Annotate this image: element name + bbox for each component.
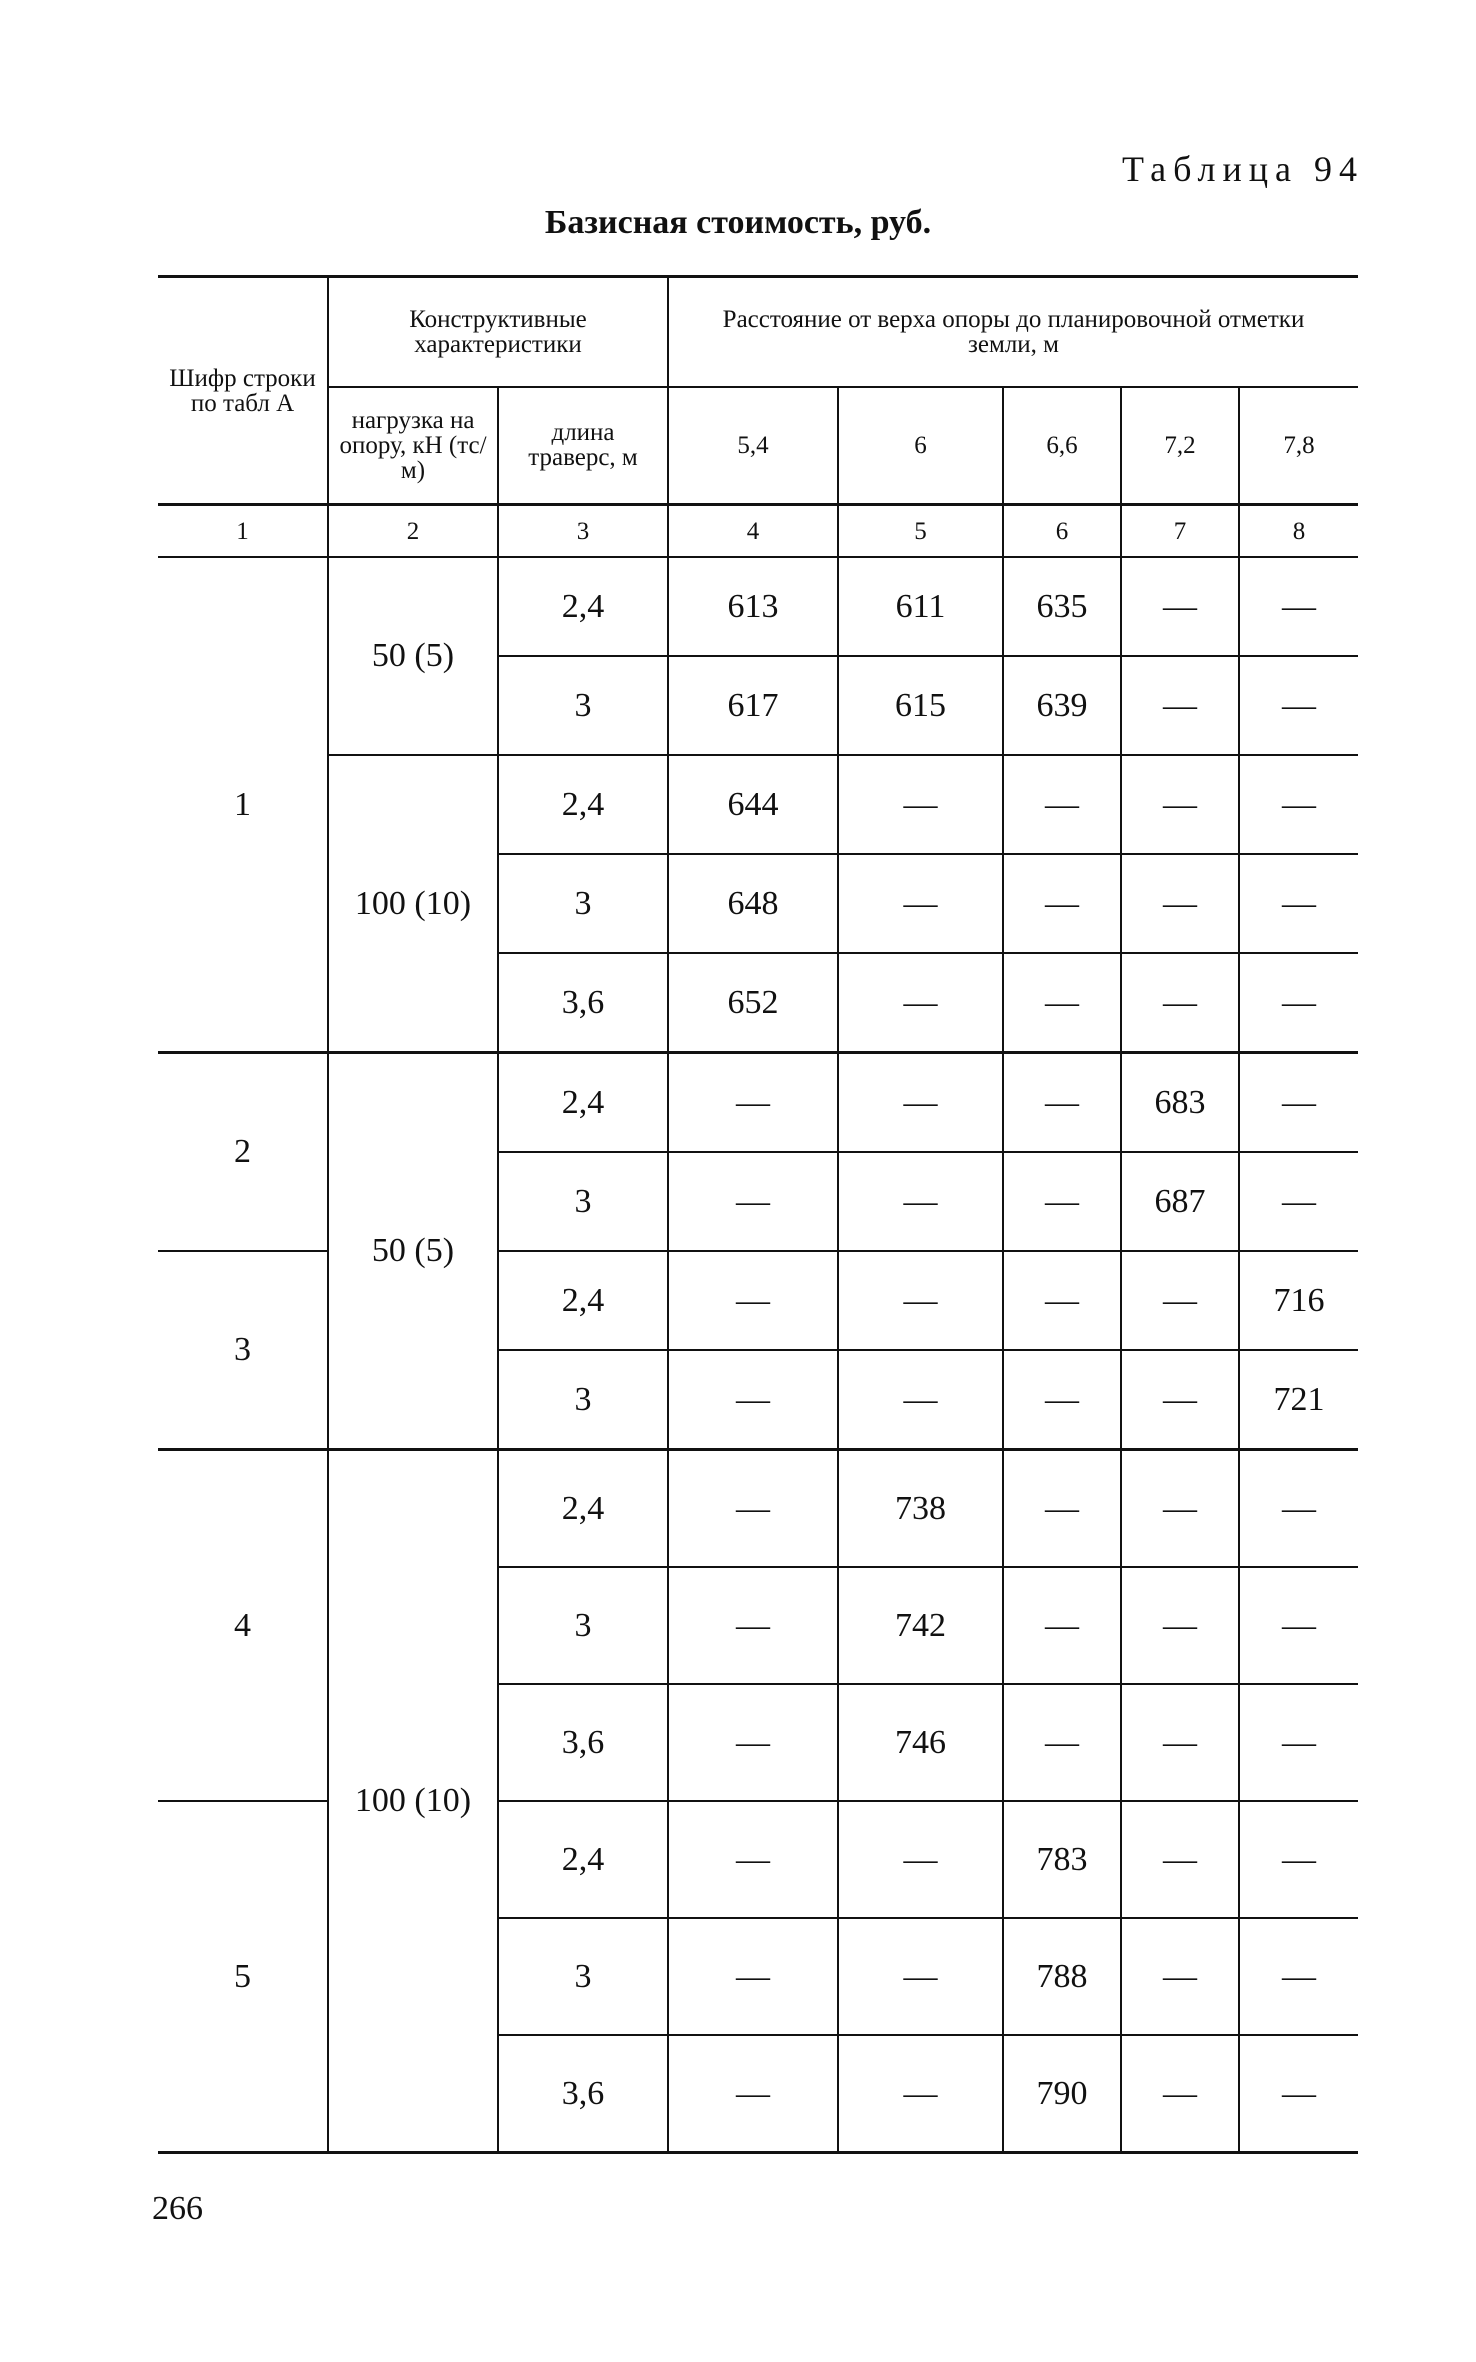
table-label: Таблица 94 bbox=[1122, 149, 1364, 189]
load-value: 100 (10) bbox=[328, 755, 498, 1053]
traverse-value: 2,4 bbox=[498, 557, 668, 656]
row-code: 3 bbox=[158, 1251, 328, 1450]
cost-cell: — bbox=[1003, 854, 1121, 953]
header-distance: Расстояние от верха опоры до планировочной отметки земли, м bbox=[668, 277, 1358, 387]
col-number: 8 bbox=[1239, 505, 1358, 558]
cost-cell: — bbox=[1239, 854, 1358, 953]
traverse-value: 3 bbox=[498, 1918, 668, 2035]
load-value: 50 (5) bbox=[328, 557, 498, 755]
traverse-value: 3,6 bbox=[498, 953, 668, 1053]
cost-cell: — bbox=[668, 1053, 838, 1153]
cost-cell: — bbox=[1121, 1567, 1239, 1684]
header-load: нагрузка на опору, кН (тс/м) bbox=[328, 387, 498, 505]
cost-cell: 615 bbox=[838, 656, 1003, 755]
page-number: 266 bbox=[152, 2190, 203, 2227]
row-code: 2 bbox=[158, 1053, 328, 1252]
cost-cell: — bbox=[1121, 557, 1239, 656]
cost-cell: — bbox=[1239, 1450, 1358, 1568]
group-1 bbox=[158, 557, 1358, 1053]
cost-cell: — bbox=[1121, 1684, 1239, 1801]
cost-cell: — bbox=[1003, 1567, 1121, 1684]
cost-cell: 738 bbox=[838, 1450, 1003, 1568]
cost-cell: — bbox=[668, 1567, 838, 1684]
cost-cell: 746 bbox=[838, 1684, 1003, 1801]
cost-cell: — bbox=[1003, 1684, 1121, 1801]
cost-cell: — bbox=[1121, 755, 1239, 854]
cost-cell: — bbox=[838, 2035, 1003, 2153]
col-number: 5 bbox=[838, 505, 1003, 558]
cost-cell: — bbox=[1239, 1053, 1358, 1153]
cost-cell: — bbox=[668, 1801, 838, 1918]
col-number: 2 bbox=[328, 505, 498, 558]
traverse-value: 2,4 bbox=[498, 1251, 668, 1350]
traverse-value: 3,6 bbox=[498, 1684, 668, 1801]
cost-cell: — bbox=[1239, 1801, 1358, 1918]
cost-cell: — bbox=[838, 953, 1003, 1053]
cost-cell: 721 bbox=[1239, 1350, 1358, 1450]
header-height-6: 6 bbox=[838, 387, 1003, 505]
load-value: 50 (5) bbox=[328, 1053, 498, 1450]
cost-cell: — bbox=[838, 1053, 1003, 1153]
row-code: 5 bbox=[158, 1801, 328, 2153]
traverse-value: 3 bbox=[498, 1567, 668, 1684]
cost-cell: — bbox=[1239, 1152, 1358, 1251]
table-header bbox=[158, 277, 1358, 558]
traverse-value: 2,4 bbox=[498, 1053, 668, 1153]
cost-cell: — bbox=[1003, 1350, 1121, 1450]
traverse-value: 2,4 bbox=[498, 1801, 668, 1918]
table-row bbox=[158, 557, 1358, 656]
cost-cell: — bbox=[1121, 1450, 1239, 1568]
cost-cell: — bbox=[1003, 1251, 1121, 1350]
cost-cell: 613 bbox=[668, 557, 838, 656]
cost-cell: 790 bbox=[1003, 2035, 1121, 2153]
cost-cell: — bbox=[1003, 1450, 1121, 1568]
header-height-6-6: 6,6 bbox=[1003, 387, 1121, 505]
cost-cell: — bbox=[668, 1684, 838, 1801]
cost-cell: 716 bbox=[1239, 1251, 1358, 1350]
cost-cell: 683 bbox=[1121, 1053, 1239, 1153]
header-traverse: длина траверс, м bbox=[498, 387, 668, 505]
cost-cell: 639 bbox=[1003, 656, 1121, 755]
cost-cell: — bbox=[1003, 1152, 1121, 1251]
row-code: 4 bbox=[158, 1450, 328, 1802]
cost-cell: — bbox=[1121, 953, 1239, 1053]
cost-cell: — bbox=[668, 1152, 838, 1251]
cost-cell: — bbox=[1121, 656, 1239, 755]
traverse-value: 3 bbox=[498, 1152, 668, 1251]
cost-cell: — bbox=[1003, 1053, 1121, 1153]
cost-cell: 644 bbox=[668, 755, 838, 854]
traverse-value: 3 bbox=[498, 656, 668, 755]
cost-cell: 687 bbox=[1121, 1152, 1239, 1251]
cost-cell: 635 bbox=[1003, 557, 1121, 656]
table-row bbox=[158, 1450, 1358, 1568]
group-2 bbox=[158, 1053, 1358, 1450]
cost-cell: — bbox=[668, 1450, 838, 1568]
traverse-value: 3 bbox=[498, 854, 668, 953]
table-caption: Базисная стоимость, руб. bbox=[544, 204, 932, 241]
cost-cell: — bbox=[838, 1350, 1003, 1450]
cost-cell: 788 bbox=[1003, 1918, 1121, 2035]
cost-table bbox=[158, 275, 1358, 2154]
header-design: Конструктивные характеристики bbox=[328, 277, 668, 387]
header-height-7-2: 7,2 bbox=[1121, 387, 1239, 505]
col-number: 4 bbox=[668, 505, 838, 558]
cost-cell: — bbox=[1121, 1251, 1239, 1350]
cost-cell: — bbox=[838, 755, 1003, 854]
col-number: 6 bbox=[1003, 505, 1121, 558]
column-numbers-row bbox=[158, 505, 1358, 558]
cost-cell: — bbox=[1239, 755, 1358, 854]
header-height-7-8: 7,8 bbox=[1239, 387, 1358, 505]
cost-cell: 617 bbox=[668, 656, 838, 755]
cost-cell: — bbox=[1121, 1350, 1239, 1450]
cost-cell: — bbox=[1239, 656, 1358, 755]
cost-cell: — bbox=[668, 1251, 838, 1350]
cost-cell: — bbox=[1239, 1684, 1358, 1801]
load-value: 100 (10) bbox=[328, 1450, 498, 2153]
cost-cell: 652 bbox=[668, 953, 838, 1053]
cost-cell: — bbox=[668, 1350, 838, 1450]
cost-cell: — bbox=[1121, 1801, 1239, 1918]
cost-cell: — bbox=[1239, 1918, 1358, 2035]
group-3 bbox=[158, 1450, 1358, 2153]
col-number: 3 bbox=[498, 505, 668, 558]
table-row bbox=[158, 755, 1358, 854]
cost-cell: — bbox=[1239, 953, 1358, 1053]
cost-cell: — bbox=[838, 1918, 1003, 2035]
cost-cell: — bbox=[838, 1801, 1003, 1918]
cost-cell: 611 bbox=[838, 557, 1003, 656]
col-number: 7 bbox=[1121, 505, 1239, 558]
cost-cell: — bbox=[1121, 2035, 1239, 2153]
cost-cell: 742 bbox=[838, 1567, 1003, 1684]
traverse-value: 2,4 bbox=[498, 755, 668, 854]
traverse-value: 3 bbox=[498, 1350, 668, 1450]
cost-cell: — bbox=[1239, 1567, 1358, 1684]
cost-cell: — bbox=[1121, 1918, 1239, 2035]
header-row-code: Шифр строки по табл А bbox=[158, 277, 328, 505]
row-code: 1 bbox=[158, 557, 328, 1053]
cost-cell: — bbox=[668, 2035, 838, 2153]
col-number: 1 bbox=[158, 505, 328, 558]
cost-cell: — bbox=[1239, 2035, 1358, 2153]
cost-cell: — bbox=[1003, 755, 1121, 854]
cost-cell: 783 bbox=[1003, 1801, 1121, 1918]
table-row bbox=[158, 1053, 1358, 1153]
cost-cell: — bbox=[1239, 557, 1358, 656]
traverse-value: 3,6 bbox=[498, 2035, 668, 2153]
cost-cell: — bbox=[838, 1251, 1003, 1350]
traverse-value: 2,4 bbox=[498, 1450, 668, 1568]
cost-cell: 648 bbox=[668, 854, 838, 953]
header-height-5-4: 5,4 bbox=[668, 387, 838, 505]
cost-cell: — bbox=[1003, 953, 1121, 1053]
cost-cell: — bbox=[838, 854, 1003, 953]
cost-cell: — bbox=[838, 1152, 1003, 1251]
cost-cell: — bbox=[668, 1918, 838, 2035]
cost-cell: — bbox=[1121, 854, 1239, 953]
